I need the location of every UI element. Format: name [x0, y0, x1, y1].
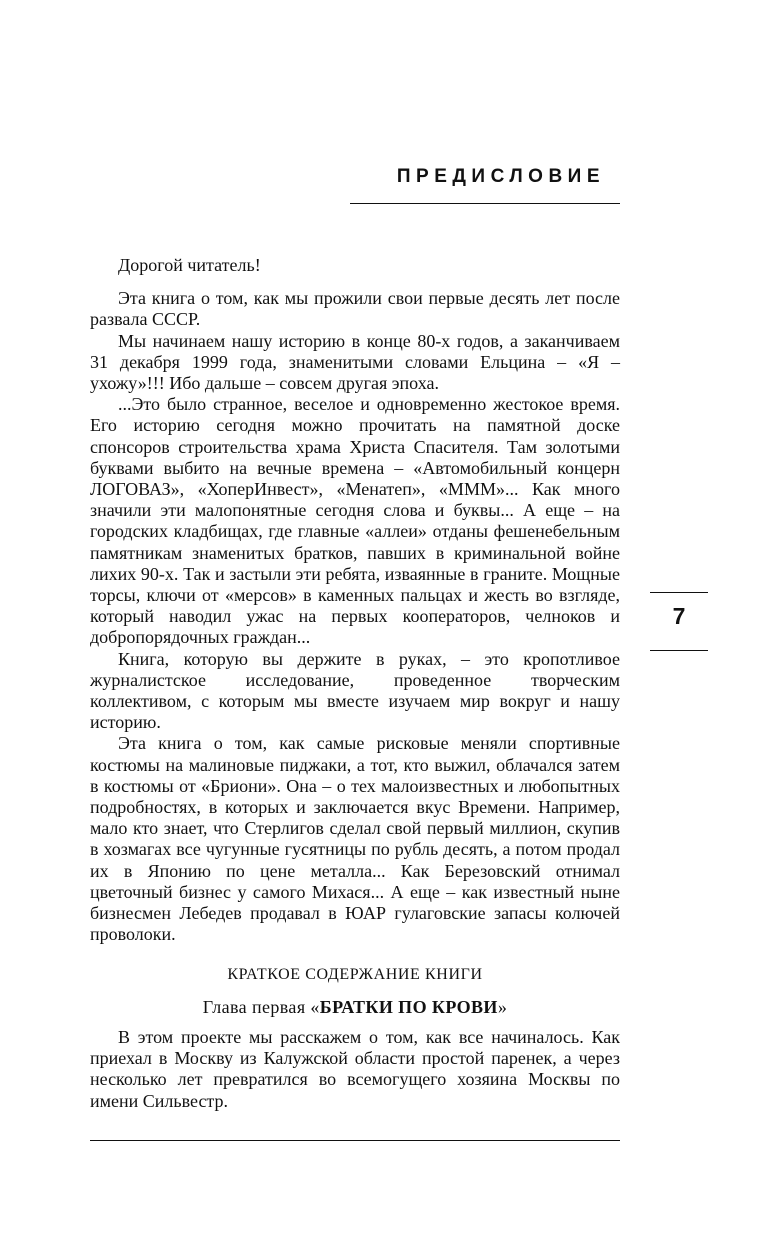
paragraph: Мы начинаем нашу историю в конце 80-х годов, а заканчиваем 31 декабря 1999 года, знаменитыми словами Ельцина – «Я – ухожу»!!! Ибо дальше – совсем другая эпоха. [90, 330, 620, 394]
page-number: 7 [672, 603, 686, 629]
chapter-suffix: » [497, 996, 508, 1017]
chapter-prefix: Глава первая « [202, 996, 320, 1017]
page-heading: ПРЕДИСЛОВИЕ [396, 166, 605, 187]
chapter-name: БРАТКИ ПО КРОВИ [319, 996, 498, 1017]
chapter-title [90, 997, 620, 1018]
greeting: Дорогой читатель! [118, 255, 261, 275]
paragraph: ...Это было странное, веселое и одновременно жестокое время. Его историю сегодня можно прочитать на памятной доске спонсоров строительства храма Христа Спасителя. Там золотыми буквами выбито на вечные времена – «Автомобильный концерн ЛОГОВАЗ», «ХоперИнвест», «Менатеп», «МММ»... Как много значили эти малопонятные сегодня слова и буквы... А еще – на городских кладбищах, где главные «аллеи» отданы фешенебельным памятникам знаменитых братков, павших в криминальной войне лихих 90-х. Так и застыли эти ребята, изваянные в граните. Мощные торсы, ключи от «мерсов» в каменных пальцах и жесть во взгляде, который наводил ужас на первых кооператоров, челноков и добропорядочных граждан... [90, 394, 620, 648]
heading-rule [350, 203, 620, 204]
page-number-rule-top [650, 592, 708, 593]
chapter-paragraph: В этом проекте мы расскажем о том, как все начиналось. Как приехал в Москву из Калужской области простой паренек, а через несколько лет превратился во всемогущего хозяина Москвы по имени Сильвестр. [90, 1026, 620, 1111]
paragraph: Книга, которую вы держите в руках, – это кропотливое журналистское исследование, проведенное творческим коллективом, с которым мы вместе изучаем мир вокруг и нашу историю. [90, 648, 620, 733]
body-text [90, 255, 620, 1112]
summary-title: КРАТКОЕ СОДЕРЖАНИЕ КНИГИ [227, 965, 483, 983]
paragraph: Эта книга о том, как мы прожили свои первые десять лет после развала СССР. [90, 288, 620, 330]
paragraph: Эта книга о том, как самые рисковые меняли спортивные костюмы на малиновые пиджаки, а тот, кто выжил, облачался затем в костюмы от «Бриони». Она – о тех малоизвестных и любопытных подробностях, в которых и заключается вкус Времени. Например, мало кто знает, что Стерлигов сделал свой первый миллион, скупив в хозмагах все чугунные гусятницы по рубль десять, а потом продал их в Японию по цене металла... Как Березовский отнимал цветочный бизнес у самого Михася... А еще – как известный ныне бизнесмен Лебедев продавал в ЮАР гулаговские запасы колючей проволоки. [90, 733, 620, 945]
page-number-rule-bottom [650, 650, 708, 651]
footer-rule [90, 1140, 620, 1141]
